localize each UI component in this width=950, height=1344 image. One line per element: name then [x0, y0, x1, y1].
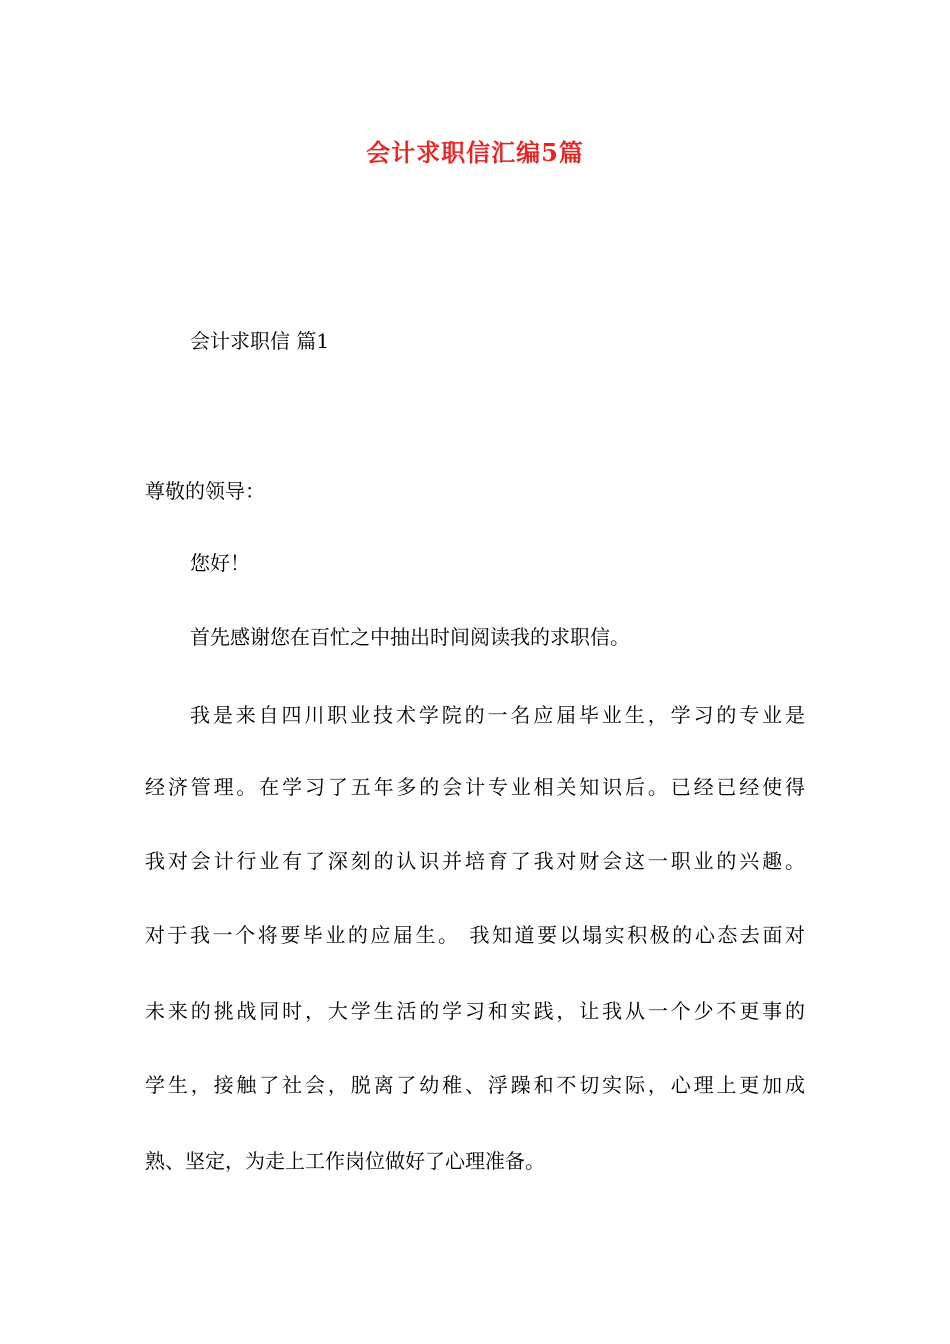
paragraph-1: 首先感谢您在百忙之中抽出时间阅读我的求职信。	[190, 625, 630, 649]
salutation: 尊敬的领导：	[145, 479, 265, 503]
paragraph-2-line-5: 未来的挑战同时，大学生活的学习和实践，让我从一个少不更事的	[145, 999, 805, 1023]
paragraph-2-line-7: 熟、坚定，为走上工作岗位做好了心理准备。	[145, 1149, 545, 1173]
greeting: 您好！	[190, 551, 250, 575]
section-heading: 会计求职信 篇1	[190, 329, 330, 353]
paragraph-2-line-3: 我对会计行业有了深刻的认识并培育了我对财会这一职业的兴趣。	[145, 849, 805, 873]
paragraph-2-line-6: 学生，接触了社会，脱离了幼稚、浮躁和不切实际，心理上更加成	[145, 1073, 805, 1097]
paragraph-2-line-1: 我是来自四川职业技术学院的一名应届毕业生，学习的专业是	[190, 703, 805, 727]
paragraph-2-line-2: 经济管理。在学习了五年多的会计专业相关知识后。已经已经使得	[145, 775, 805, 799]
document-title: 会计求职信汇编5篇	[366, 138, 584, 167]
paragraph-2-line-4: 对于我一个将要毕业的应届生。 我知道要以塌实积极的心态去面对	[145, 923, 805, 947]
